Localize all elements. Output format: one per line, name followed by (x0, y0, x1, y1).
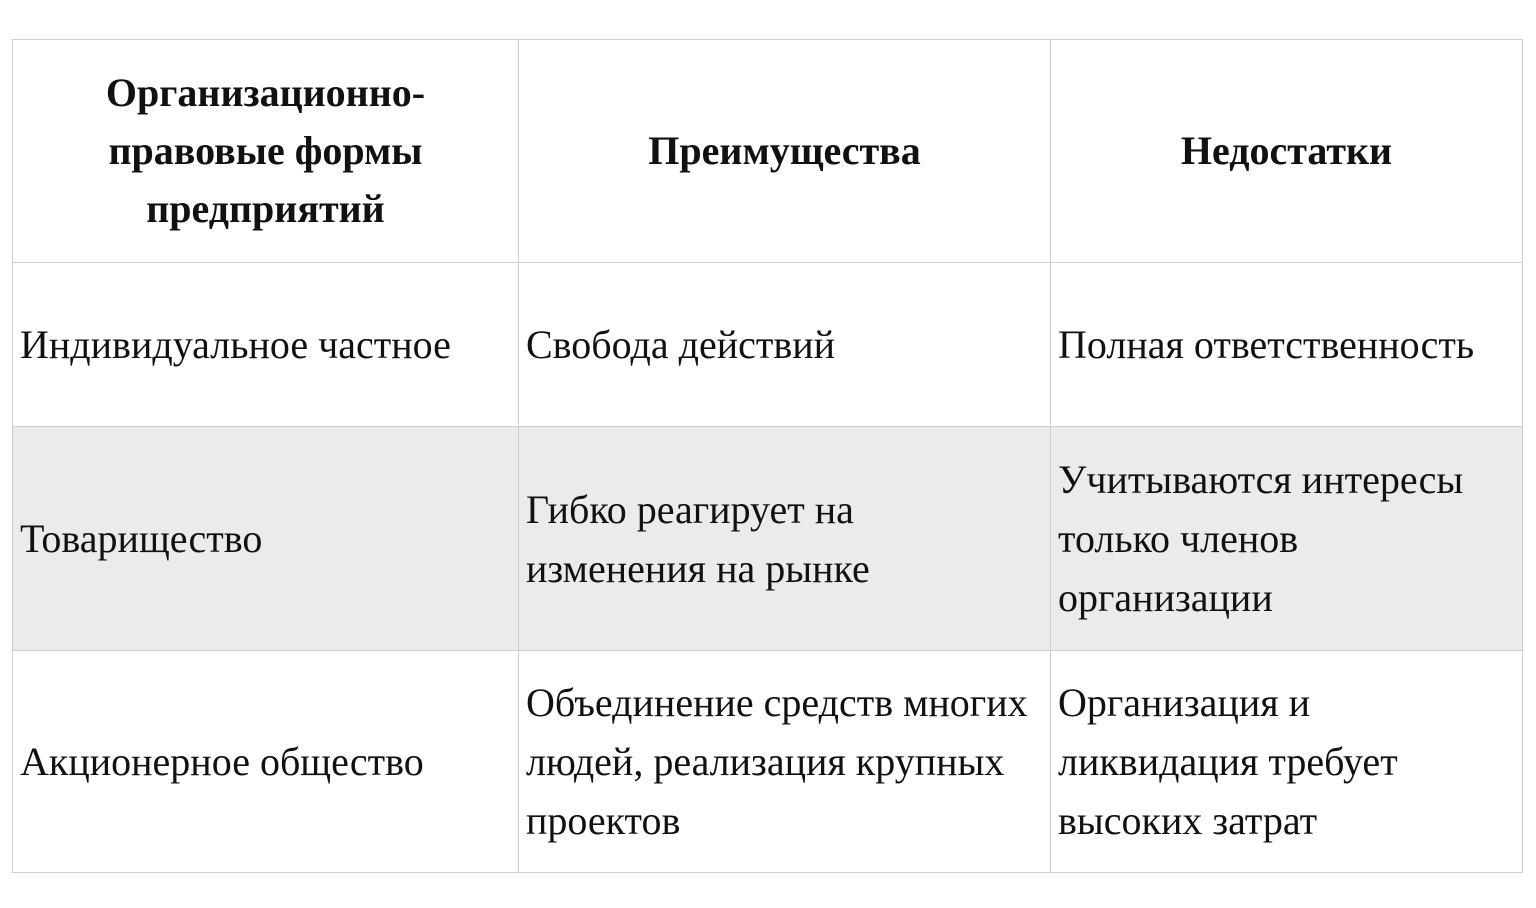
header-disadvantages: Недостатки (1051, 40, 1523, 263)
table-row (13, 263, 1523, 427)
cell-advantages: Свобода действий (519, 263, 1051, 427)
cell-disadvantages: Учитываются интересы только членов организации (1051, 427, 1523, 651)
header-advantages: Преимущества (519, 40, 1051, 263)
cell-form: Индивидуальное частное (13, 263, 519, 427)
cell-advantages: Объединение средств многих людей, реализация крупных проектов (519, 651, 1051, 873)
table-row (13, 651, 1523, 873)
table-row (13, 427, 1523, 651)
cell-form: Товарищество (13, 427, 519, 651)
table-header-row (13, 40, 1523, 263)
cell-disadvantages: Полная ответственность (1051, 263, 1523, 427)
comparison-table (12, 39, 1523, 873)
header-forms: Организационно-правовые формы предприятий (13, 40, 519, 263)
cell-disadvantages: Организация и ликвидация требует высоких затрат (1051, 651, 1523, 873)
cell-form: Акционерное общество (13, 651, 519, 873)
cell-advantages: Гибко реагирует на изменения на рынке (519, 427, 1051, 651)
